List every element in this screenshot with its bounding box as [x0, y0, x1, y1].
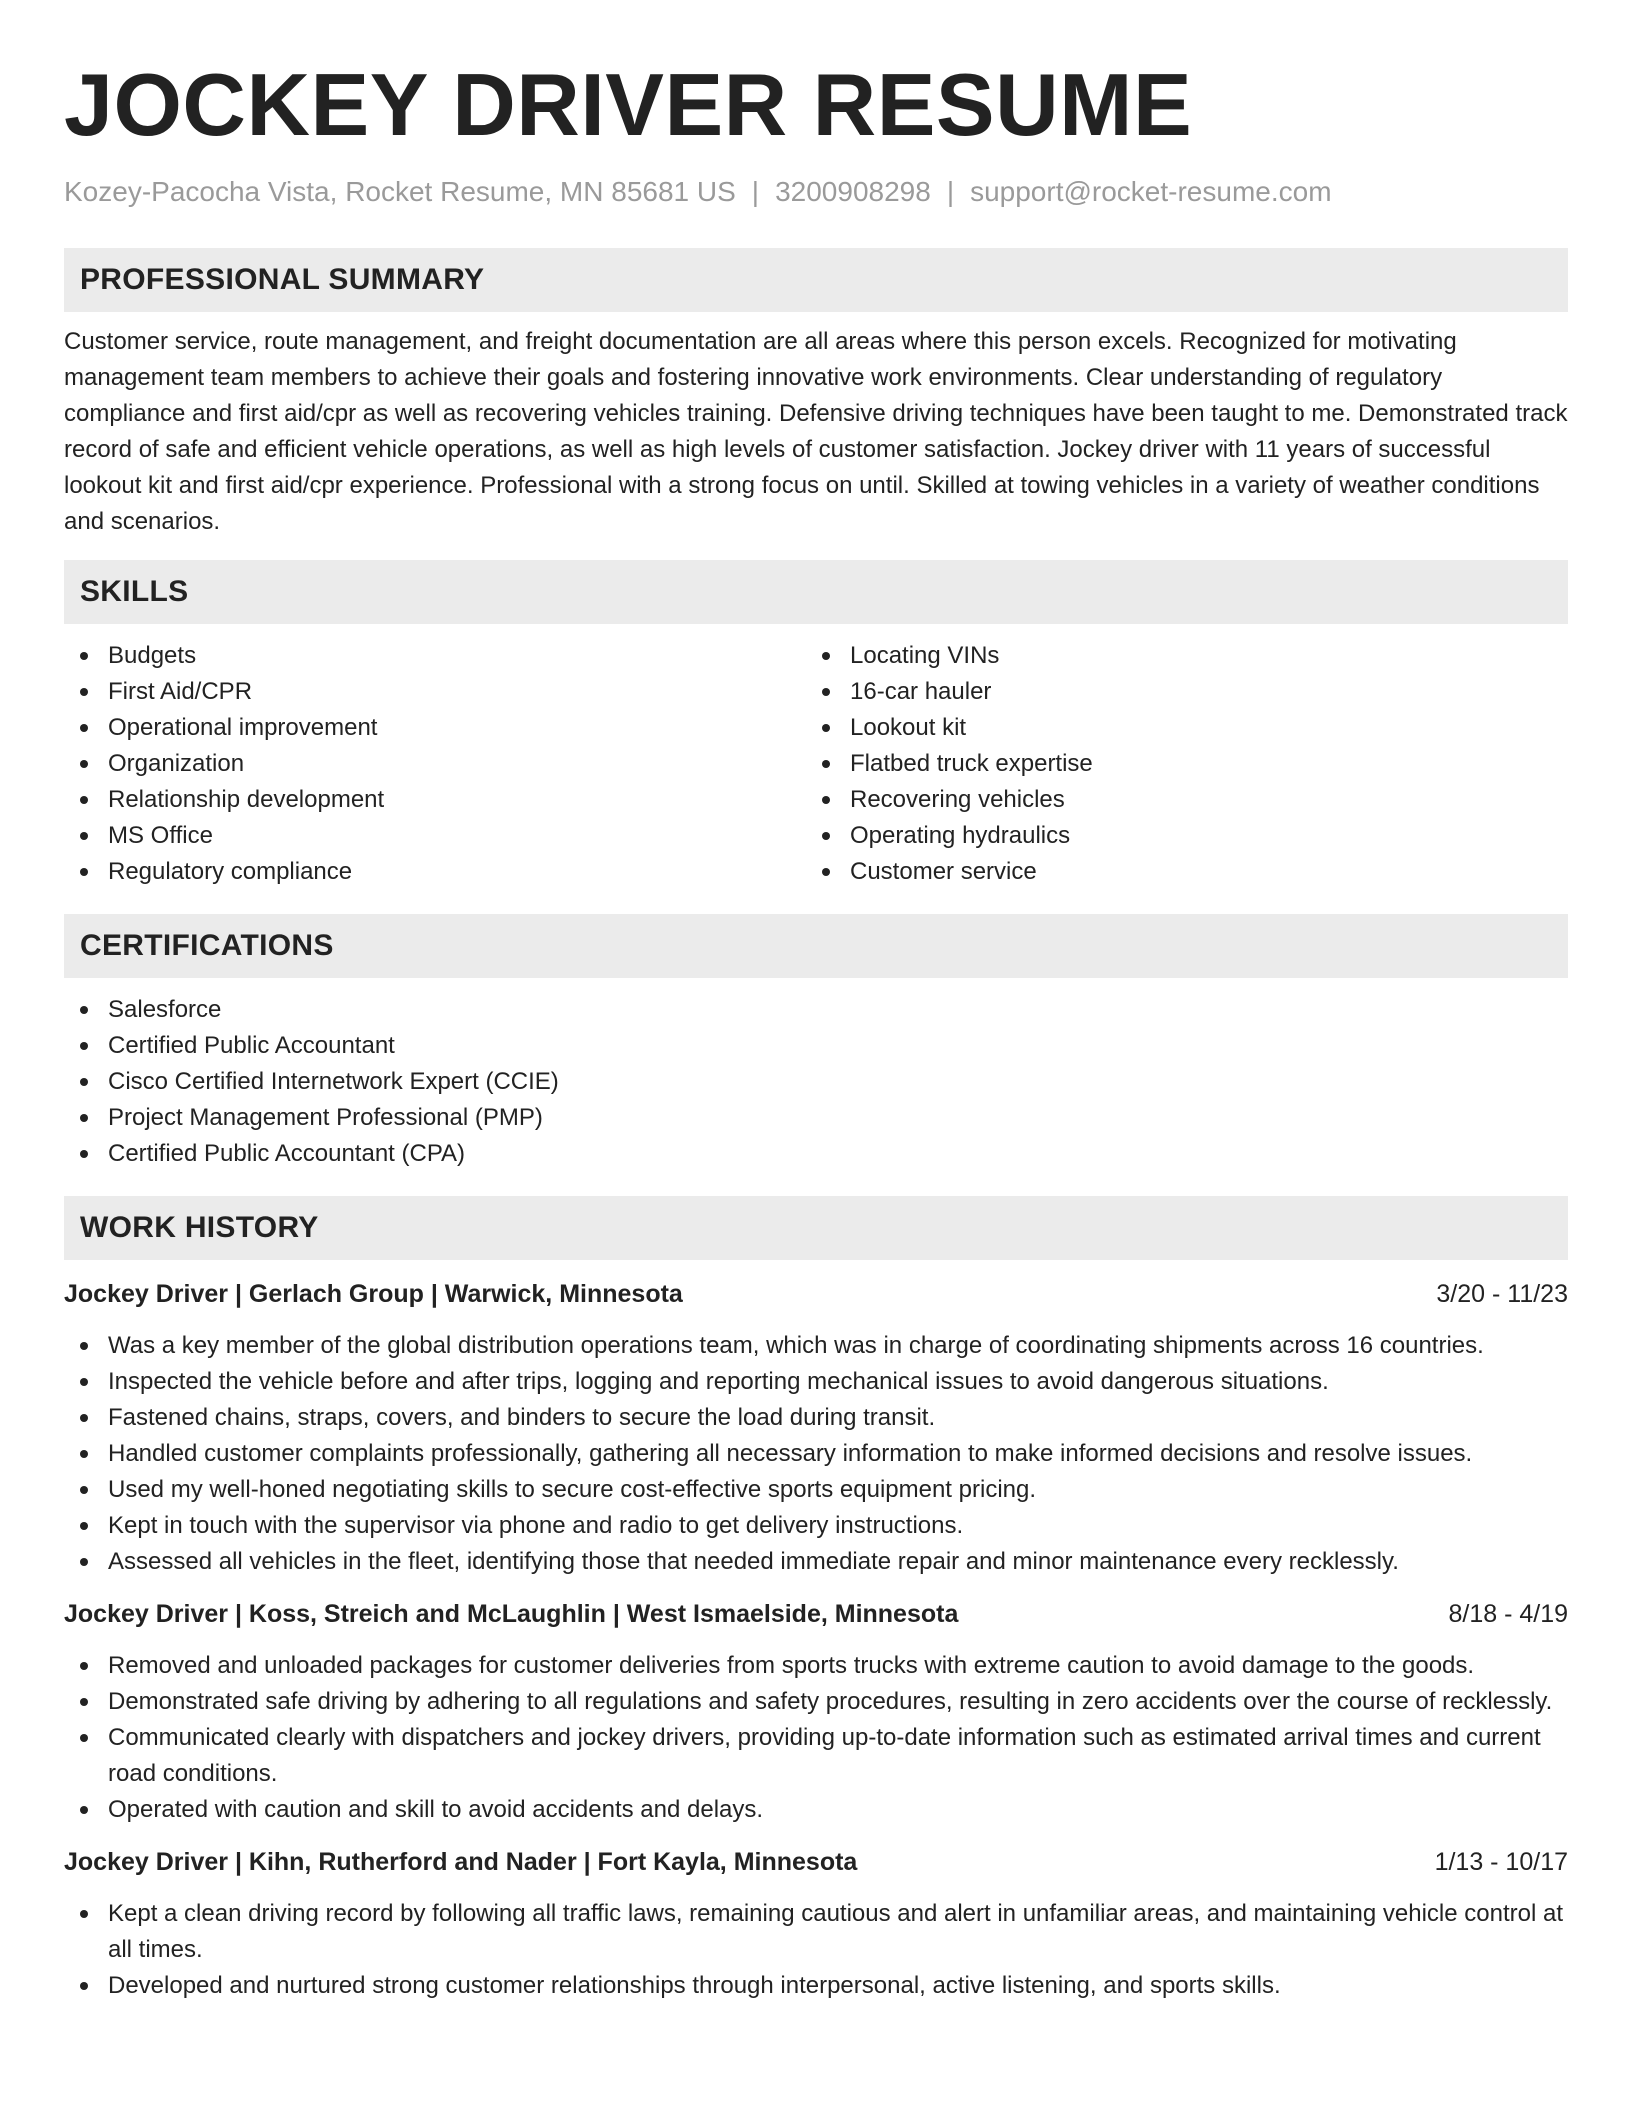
job-bullets	[64, 1896, 1568, 2004]
skills-list-left	[64, 638, 806, 890]
certifications-list	[64, 992, 1568, 1172]
certification-item: Certified Public Accountant (CPA)	[64, 1136, 1568, 1172]
skills-list-right	[806, 638, 1548, 890]
job-dates: 8/18 - 4/19	[1448, 1600, 1568, 1628]
job-bullet: Kept in touch with the supervisor via phone and radio to get delivery instructions.	[64, 1508, 1568, 1544]
certification-item: Project Management Professional (PMP)	[64, 1100, 1568, 1136]
job-bullet: Assessed all vehicles in the fleet, identifying those that needed immediate repair and minor maintenance every recklessly.	[64, 1544, 1568, 1580]
job-bullets	[64, 1328, 1568, 1580]
job-dates: 1/13 - 10/17	[1434, 1848, 1568, 1876]
job-bullet: Handled customer complaints professionally, gathering all necessary information to make informed decisions and resolve issues.	[64, 1436, 1568, 1472]
contact-separator: |	[946, 176, 955, 207]
skill-item: MS Office	[64, 818, 806, 854]
work-history-heading: WORK HISTORY	[64, 1196, 1568, 1260]
skill-item: First Aid/CPR	[64, 674, 806, 710]
job-entry	[64, 1596, 1568, 1828]
job-bullet: Operated with caution and skill to avoid accidents and delays.	[64, 1792, 1568, 1828]
skills-heading: SKILLS	[64, 560, 1568, 624]
job-entry	[64, 1844, 1568, 2004]
job-dates: 3/20 - 11/23	[1436, 1280, 1568, 1308]
skill-item: Locating VINs	[806, 638, 1548, 674]
skill-item: Relationship development	[64, 782, 806, 818]
job-title: Jockey Driver | Kihn, Rutherford and Nader | Fort Kayla, Minnesota	[64, 1848, 858, 1876]
skill-item: Flatbed truck expertise	[806, 746, 1548, 782]
summary-text: Customer service, route management, and freight documentation are all areas where this person excels. Recognized for motivating management team members to achieve their goals and fostering innovative work environments. Clear understanding of regulatory compliance and first aid/cpr as well as recovering vehicles training. Defensive driving techniques have been taught to me. Demonstrated track record of safe and efficient vehicle operations, as well as high levels of customer satisfaction. Jockey driver with 11 years of successful lookout kit and first aid/cpr experience. Professional with a strong focus on until. Skilled at towing vehicles in a variety of weather conditions and scenarios.	[64, 328, 1568, 535]
job-bullet: Demonstrated safe driving by adhering to all regulations and safety procedures, resulting in zero accidents over the course of recklessly.	[64, 1684, 1568, 1720]
job-bullet: Kept a clean driving record by following all traffic laws, remaining cautious and alert in unfamiliar areas, and maintaining vehicle control at all times.	[64, 1896, 1568, 1968]
summary-heading: PROFESSIONAL SUMMARY	[64, 248, 1568, 312]
contact-phone: 3200908298	[775, 176, 931, 207]
job-bullet: Used my well-honed negotiating skills to secure cost-effective sports equipment pricing.	[64, 1472, 1568, 1508]
skill-item: Recovering vehicles	[806, 782, 1548, 818]
contact-line	[64, 174, 1568, 210]
skills-columns	[64, 638, 1568, 890]
certification-item: Cisco Certified Internetwork Expert (CCIE)	[64, 1064, 1568, 1100]
job-header	[64, 1596, 1568, 1632]
job-header	[64, 1276, 1568, 1312]
skill-item: 16-car hauler	[806, 674, 1548, 710]
job-title: Jockey Driver | Gerlach Group | Warwick, Minnesota	[64, 1280, 683, 1308]
certifications-heading: CERTIFICATIONS	[64, 914, 1568, 978]
job-bullet: Communicated clearly with dispatchers and jockey drivers, providing up-to-date information such as estimated arrival times and current road conditions.	[64, 1720, 1568, 1792]
skill-item: Operational improvement	[64, 710, 806, 746]
skill-item: Customer service	[806, 854, 1548, 890]
skill-item: Lookout kit	[806, 710, 1548, 746]
job-bullet: Inspected the vehicle before and after trips, logging and reporting mechanical issues to avoid dangerous situations.	[64, 1364, 1568, 1400]
job-bullet: Removed and unloaded packages for customer deliveries from sports trucks with extreme caution to avoid damage to the goods.	[64, 1648, 1568, 1684]
skill-item: Budgets	[64, 638, 806, 674]
certification-item: Certified Public Accountant	[64, 1028, 1568, 1064]
job-header	[64, 1844, 1568, 1880]
contact-address: Kozey-Pacocha Vista, Rocket Resume, MN 85681 US	[64, 176, 736, 207]
job-title: Jockey Driver | Koss, Streich and McLaughlin | West Ismaelside, Minnesota	[64, 1600, 959, 1628]
skill-item: Organization	[64, 746, 806, 782]
resume-content	[64, 50, 1568, 2004]
job-bullet: Was a key member of the global distribution operations team, which was in charge of coordinating shipments across 16 countries.	[64, 1328, 1568, 1364]
contact-separator: |	[751, 176, 760, 207]
job-bullet: Developed and nurtured strong customer relationships through interpersonal, active listening, and sports skills.	[64, 1968, 1568, 2004]
resume-title: JOCKEY DRIVER RESUME	[64, 55, 1193, 154]
job-bullets	[64, 1648, 1568, 1828]
contact-email[interactable]: support@rocket-resume.com	[970, 176, 1332, 207]
skill-item: Operating hydraulics	[806, 818, 1548, 854]
certification-item: Salesforce	[64, 992, 1568, 1028]
job-bullet: Fastened chains, straps, covers, and binders to secure the load during transit.	[64, 1400, 1568, 1436]
skill-item: Regulatory compliance	[64, 854, 806, 890]
job-entry	[64, 1276, 1568, 1580]
